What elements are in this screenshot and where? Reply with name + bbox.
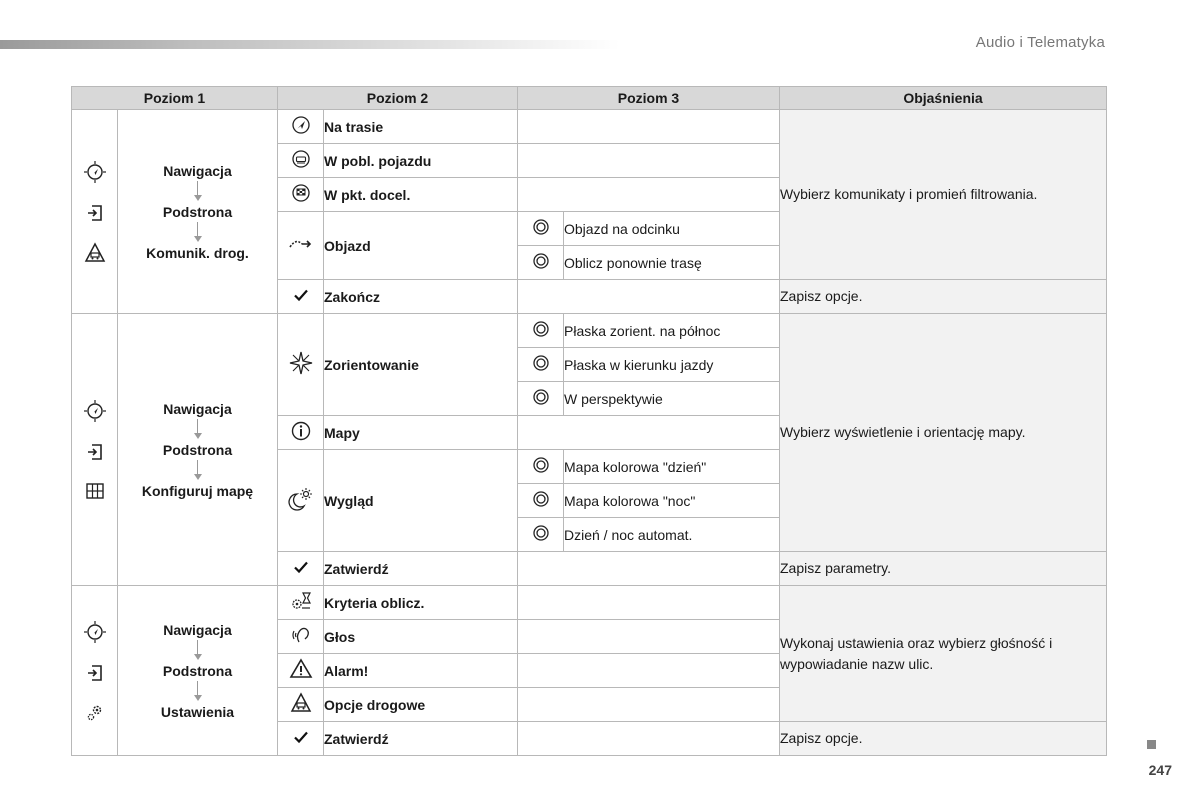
level2-label: Opcje drogowe (324, 688, 518, 722)
level3-empty (518, 722, 780, 756)
detour-icon (288, 239, 314, 255)
level3-icon-cell (518, 348, 564, 382)
level1-label: Komunik. drog. (146, 244, 249, 261)
level3-label: Mapa kolorowa "noc" (564, 484, 780, 518)
explanation: Wybierz wyświetlenie i orientację mapy. (780, 314, 1107, 552)
level2-label: Głos (324, 620, 518, 654)
arrow-circle-icon (290, 123, 312, 139)
check-icon (293, 562, 309, 578)
page-number: 247 (1148, 762, 1172, 778)
level1-path (118, 586, 278, 756)
submenu-icon (84, 441, 106, 463)
level2-icon-cell (278, 416, 324, 450)
level3-icon-cell (518, 484, 564, 518)
radio-icon (532, 257, 550, 273)
level1-path (118, 110, 278, 314)
radio-icon (532, 461, 550, 477)
table-row (72, 110, 1107, 144)
level3-icon-cell (518, 212, 564, 246)
level2-icon-cell (278, 688, 324, 722)
level3-icon-cell (518, 450, 564, 484)
level2-icon-cell (278, 722, 324, 756)
compass-icon (288, 363, 314, 379)
level2-label: Mapy (324, 416, 518, 450)
confirm-explanation: Zapisz parametry. (780, 552, 1107, 586)
level3-label: W perspektywie (564, 382, 780, 416)
level3-empty (518, 416, 780, 450)
level3-icon-cell (518, 518, 564, 552)
level3-icon-cell (518, 382, 564, 416)
level3-label: Płaska w kierunku jazdy (564, 348, 780, 382)
voice-icon (289, 634, 313, 650)
column-header: Objaśnienia (780, 87, 1107, 110)
map-icon (84, 480, 106, 502)
level2-icon-cell (278, 178, 324, 212)
day-night-icon (288, 499, 314, 515)
page-marker (1147, 740, 1156, 749)
table-row (72, 314, 1107, 348)
column-header: Poziom 3 (518, 87, 780, 110)
radio-icon (532, 325, 550, 341)
navigation-icon (82, 159, 108, 185)
traffic-icon (289, 702, 313, 718)
level3-label: Płaska zorient. na północ (564, 314, 780, 348)
level3-empty (518, 144, 780, 178)
confirm-label: Zatwierdź (324, 552, 518, 586)
vehicle-circle-icon (290, 157, 312, 173)
confirm-label: Zatwierdź (324, 722, 518, 756)
level1-label: Nawigacja (163, 400, 232, 417)
level3-empty (518, 688, 780, 722)
level3-empty (518, 586, 780, 620)
level1-label: Nawigacja (163, 621, 232, 638)
column-header: Poziom 2 (278, 87, 518, 110)
confirm-label: Zakończ (324, 280, 518, 314)
level3-label: Oblicz ponownie trasę (564, 246, 780, 280)
flag-circle-icon (290, 191, 312, 207)
header-gradient-bar (0, 40, 620, 49)
level2-icon-cell (278, 110, 324, 144)
settings-icon (84, 701, 106, 723)
check-icon (293, 732, 309, 748)
level2-label: Alarm! (324, 654, 518, 688)
confirm-explanation: Zapisz opcje. (780, 280, 1107, 314)
column-header: Poziom 1 (72, 87, 278, 110)
level1-label: Podstrona (162, 662, 233, 679)
arrow-down-icon (194, 638, 202, 663)
level1-label: Konfiguruj mapę (141, 482, 254, 499)
level2-icon-cell (278, 654, 324, 688)
level2-icon-cell (278, 144, 324, 178)
check-icon (293, 290, 309, 306)
table-header-row (72, 87, 1107, 110)
criteria-icon (289, 600, 313, 616)
radio-icon (532, 359, 550, 375)
level1-label: Podstrona (162, 203, 233, 220)
level1-icons (72, 586, 118, 756)
level3-empty (518, 654, 780, 688)
radio-icon (532, 223, 550, 239)
arrow-down-icon (194, 179, 202, 204)
arrow-down-icon (194, 220, 202, 245)
level2-icon-cell (278, 314, 324, 416)
level3-empty (518, 620, 780, 654)
level2-label: Wygląd (324, 450, 518, 552)
level3-label: Objazd na odcinku (564, 212, 780, 246)
level1-path (118, 314, 278, 586)
radio-icon (532, 393, 550, 409)
explanation: Wybierz komunikaty i promień filtrowania. (780, 110, 1107, 280)
level3-empty (518, 280, 780, 314)
level2-label: Objazd (324, 212, 518, 280)
level1-icons (72, 110, 118, 314)
level2-label: W pkt. docel. (324, 178, 518, 212)
submenu-icon (84, 662, 106, 684)
arrow-down-icon (194, 458, 202, 483)
section-title: Audio i Telematyka (975, 34, 1105, 51)
radio-icon (532, 495, 550, 511)
level2-icon-cell (278, 586, 324, 620)
confirm-explanation: Zapisz opcje. (780, 722, 1107, 756)
level2-label: W pobl. pojazdu (324, 144, 518, 178)
warning-icon (289, 668, 313, 684)
level1-icons (72, 314, 118, 586)
level1-label: Nawigacja (163, 162, 232, 179)
traffic-icon (83, 241, 107, 265)
level2-label: Na trasie (324, 110, 518, 144)
level3-empty (518, 110, 780, 144)
level1-label: Ustawienia (160, 703, 235, 720)
level1-label: Podstrona (162, 441, 233, 458)
level2-label: Kryteria oblicz. (324, 586, 518, 620)
level3-empty (518, 178, 780, 212)
radio-icon (532, 529, 550, 545)
level2-icon-cell (278, 552, 324, 586)
level3-label: Dzień / noc automat. (564, 518, 780, 552)
navigation-icon (82, 619, 108, 645)
table-row (72, 586, 1107, 620)
level3-icon-cell (518, 314, 564, 348)
level2-icon-cell (278, 620, 324, 654)
level2-icon-cell (278, 450, 324, 552)
navigation-icon (82, 398, 108, 424)
level2-icon-cell (278, 212, 324, 280)
level2-icon-cell (278, 280, 324, 314)
level3-label: Mapa kolorowa "dzień" (564, 450, 780, 484)
level3-empty (518, 552, 780, 586)
arrow-down-icon (194, 679, 202, 704)
arrow-down-icon (194, 417, 202, 442)
menu-table (71, 86, 1107, 756)
level2-label: Zorientowanie (324, 314, 518, 416)
info-icon (290, 429, 312, 445)
explanation: Wykonaj ustawienia oraz wybierz głośność i wypowiadanie nazw ulic. (780, 586, 1107, 722)
submenu-icon (84, 202, 106, 224)
level3-icon-cell (518, 246, 564, 280)
